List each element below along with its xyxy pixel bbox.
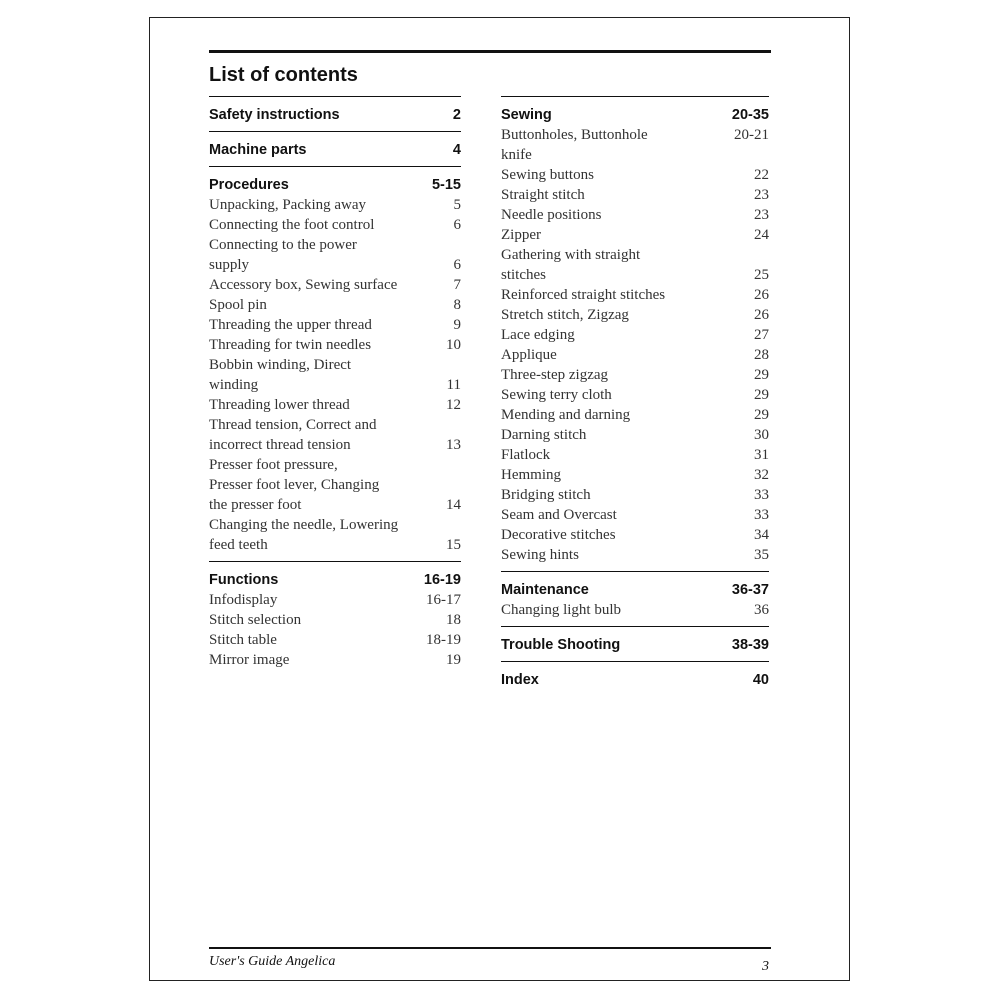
toc-entry-label — [209, 355, 359, 395]
toc-entry-line: Threading the upper thread — [209, 317, 372, 333]
section-heading-page: 20-35 — [731, 107, 769, 123]
section-heading — [209, 140, 461, 160]
toc-entry — [501, 505, 769, 525]
toc-entry — [209, 315, 461, 335]
toc-entry-page: 24 — [754, 227, 769, 243]
footer-title: User's Guide Angelica — [209, 954, 336, 969]
toc-entry-page: 9 — [453, 317, 461, 333]
toc-entry-page: 6 — [453, 217, 461, 233]
toc-entry-line: Spool pin — [209, 297, 267, 313]
toc-entry-page: 8 — [453, 297, 461, 313]
toc-entry-page: 15 — [446, 537, 461, 553]
toc-entry — [501, 165, 769, 185]
toc-entry — [501, 125, 769, 165]
toc-entry-page: 30 — [754, 427, 769, 443]
toc-entry-label — [209, 515, 406, 555]
toc-entry-line: Needle positions — [501, 207, 602, 223]
toc-entry — [501, 345, 769, 365]
section-heading-page: 5-15 — [431, 177, 461, 193]
section-heading — [501, 670, 769, 690]
toc-entry — [209, 275, 461, 295]
toc-entry-label — [501, 600, 629, 620]
toc-entry-page: 35 — [754, 547, 769, 563]
toc-entry-label — [501, 305, 637, 325]
toc-entry-page: 36 — [754, 602, 769, 618]
section-maintenance — [501, 571, 769, 620]
toc-entry-line: Gathering with straight — [501, 247, 641, 263]
toc-entry-label — [209, 335, 379, 355]
toc-entry-page: 5 — [453, 197, 461, 213]
right-column — [501, 96, 769, 696]
toc-entry-label — [209, 415, 384, 455]
toc-entry — [501, 485, 769, 505]
toc-entry-line: Stretch stitch, Zigzag — [501, 307, 629, 323]
toc-entry-page: 27 — [754, 327, 769, 343]
toc-entry-line: Bridging stitch — [501, 487, 591, 503]
toc-entry-line: Sewing hints — [501, 547, 579, 563]
toc-entry-line: Three-step zigzag — [501, 367, 609, 383]
toc-entry-label — [501, 325, 583, 345]
section-heading — [209, 105, 461, 125]
toc-entry-page: 23 — [754, 187, 769, 203]
toc-entry-line: the presser foot — [209, 497, 302, 513]
toc-entry-label — [501, 525, 624, 545]
toc-entry-label — [501, 425, 594, 445]
toc-entry — [209, 215, 461, 235]
toc-entry-label — [501, 185, 593, 205]
toc-entry-line: Bobbin winding, Direct — [209, 357, 352, 373]
toc-entry — [209, 590, 461, 610]
toc-entry-line: Threading for twin needles — [209, 337, 372, 353]
toc-entry — [501, 425, 769, 445]
toc-entry — [209, 630, 461, 650]
toc-entry-label — [209, 195, 374, 215]
toc-entry-line: Threading lower thread — [209, 397, 350, 413]
section-functions — [209, 561, 461, 670]
toc-entry-page: 22 — [754, 167, 769, 183]
toc-entry-page: 26 — [754, 287, 769, 303]
toc-entry — [501, 365, 769, 385]
toc-entry — [209, 650, 461, 670]
toc-entry — [209, 195, 461, 215]
toc-entry-page: 16-17 — [426, 592, 461, 608]
toc-entry — [501, 445, 769, 465]
toc-entry-line: supply — [209, 257, 250, 273]
toc-entry-label — [501, 445, 558, 465]
section-machine-parts — [209, 131, 461, 160]
toc-entry-label — [209, 235, 365, 275]
toc-entry-page: 29 — [754, 387, 769, 403]
toc-entry-label — [209, 315, 380, 335]
toc-entry-line: Infodisplay — [209, 592, 278, 608]
toc-entry-line: Accessory box, Sewing surface — [209, 277, 398, 293]
toc-entry-label — [209, 275, 405, 295]
toc-entry — [209, 515, 461, 555]
section-heading-label: Trouble Shooting — [501, 637, 621, 653]
toc-entry — [209, 415, 461, 455]
toc-entry-label — [501, 365, 616, 385]
toc-entry-page: 31 — [754, 447, 769, 463]
toc-entry-page: 10 — [446, 337, 461, 353]
toc-entry-page: 18-19 — [426, 632, 461, 648]
toc-entry-line: Changing light bulb — [501, 602, 621, 618]
section-heading-page: 16-19 — [423, 572, 461, 588]
toc-entry-page: 13 — [446, 437, 461, 453]
top-rule — [209, 50, 771, 53]
toc-entry — [501, 285, 769, 305]
toc-entry-line: Stitch table — [209, 632, 277, 648]
section-heading — [209, 570, 461, 590]
toc-entry-page: 25 — [754, 267, 769, 283]
section-heading — [501, 635, 769, 655]
toc-entry-label — [501, 205, 609, 225]
toc-entry-label — [209, 650, 297, 670]
page-title: List of contents — [209, 64, 358, 86]
section-heading-label: Maintenance — [501, 582, 589, 598]
toc-entry-page: 6 — [453, 257, 461, 273]
toc-entry — [501, 185, 769, 205]
toc-entry — [501, 225, 769, 245]
section-heading — [501, 580, 769, 600]
toc-entry-line: incorrect thread tension — [209, 437, 351, 453]
toc-entry — [501, 465, 769, 485]
toc-entry-label — [209, 395, 358, 415]
section-sewing — [501, 96, 769, 565]
toc-entry-line: Reinforced straight stitches — [501, 287, 666, 303]
section-heading-page: 4 — [452, 142, 461, 158]
toc-entry — [501, 405, 769, 425]
toc-entry-line: Presser foot lever, Changing — [209, 477, 380, 493]
toc-entry-page: 12 — [446, 397, 461, 413]
toc-entry-page: 29 — [754, 407, 769, 423]
section-heading-label: Procedures — [209, 177, 289, 193]
toc-entry-line: Straight stitch — [501, 187, 585, 203]
toc-entry-line: Mending and darning — [501, 407, 631, 423]
section-safety-instructions — [209, 96, 461, 125]
toc-entry-label — [501, 385, 620, 405]
toc-entry-label — [209, 610, 309, 630]
toc-entry-line: winding — [209, 377, 259, 393]
section-trouble-shooting — [501, 626, 769, 655]
toc-entry-line: Connecting to the power — [209, 237, 357, 253]
toc-entry-line: Unpacking, Packing away — [209, 197, 367, 213]
toc-entry-line: knife — [501, 147, 532, 163]
toc-entry — [209, 335, 461, 355]
toc-entry-label — [501, 345, 565, 365]
toc-entry — [501, 205, 769, 225]
toc-entry-label — [209, 455, 387, 515]
toc-entry-line: Applique — [501, 347, 557, 363]
section-heading-page: 38-39 — [731, 637, 769, 653]
toc-entry-line: stitches — [501, 267, 546, 283]
toc-entry — [501, 325, 769, 345]
toc-entry — [501, 525, 769, 545]
toc-entry-label — [209, 630, 285, 650]
toc-entry-page: 14 — [446, 497, 461, 513]
section-heading-label: Index — [501, 672, 539, 688]
bottom-rule — [209, 947, 771, 949]
section-heading — [209, 175, 461, 195]
toc-entry-label — [501, 285, 673, 305]
toc-entry-line: Changing the needle, Lowering — [209, 517, 399, 533]
toc-entry-page: 23 — [754, 207, 769, 223]
section-index — [501, 661, 769, 690]
toc-entry-page: 34 — [754, 527, 769, 543]
toc-entry-page: 18 — [446, 612, 461, 628]
toc-entry-line: Decorative stitches — [501, 527, 616, 543]
section-heading-label: Machine parts — [209, 142, 307, 158]
toc-entry-line: Presser foot pressure, — [209, 457, 338, 473]
toc-entry — [209, 610, 461, 630]
section-heading-page: 2 — [452, 107, 461, 123]
toc-entry-line: Flatlock — [501, 447, 551, 463]
section-heading-label: Functions — [209, 572, 279, 588]
section-heading-page: 40 — [752, 672, 769, 688]
toc-entry-line: Zipper — [501, 227, 541, 243]
toc-entry-label — [209, 215, 382, 235]
toc-entry-page: 28 — [754, 347, 769, 363]
toc-entry-page: 19 — [446, 652, 461, 668]
toc-entry — [501, 305, 769, 325]
toc-entry — [209, 395, 461, 415]
toc-entry-line: Connecting the foot control — [209, 217, 375, 233]
toc-entry-line: Sewing buttons — [501, 167, 594, 183]
toc-entry — [209, 235, 461, 275]
toc-entry-label — [501, 165, 602, 185]
toc-entry-label — [501, 245, 648, 285]
toc-entry-line: Seam and Overcast — [501, 507, 617, 523]
toc-entry-line: feed teeth — [209, 537, 268, 553]
section-heading — [501, 105, 769, 125]
toc-entry — [501, 245, 769, 285]
toc-entry-label — [501, 545, 587, 565]
section-heading-label: Safety instructions — [209, 107, 340, 123]
toc-entry-line: Lace edging — [501, 327, 575, 343]
footer-page-number: 3 — [762, 959, 769, 974]
toc-entry — [501, 545, 769, 565]
toc-entry-line: Mirror image — [209, 652, 290, 668]
toc-entry-page: 20-21 — [734, 127, 769, 143]
toc-entry-label — [501, 225, 549, 245]
toc-entry-page: 33 — [754, 487, 769, 503]
toc-entry-line: Hemming — [501, 467, 561, 483]
toc-entry-label — [209, 295, 275, 315]
toc-entry-label — [501, 405, 638, 425]
manual-page — [149, 17, 850, 981]
toc-entry — [209, 455, 461, 515]
section-heading-page: 36-37 — [731, 582, 769, 598]
section-heading-label: Sewing — [501, 107, 552, 123]
toc-entry-line: Darning stitch — [501, 427, 587, 443]
toc-entry-page: 32 — [754, 467, 769, 483]
toc-entry-page: 7 — [453, 277, 461, 293]
toc-entry-line: Stitch selection — [209, 612, 302, 628]
toc-entry — [209, 295, 461, 315]
toc-entry — [501, 385, 769, 405]
toc-entry-label — [501, 485, 599, 505]
toc-entry-page: 11 — [446, 377, 461, 393]
toc-entry — [501, 600, 769, 620]
toc-entry-line: Thread tension, Correct and — [209, 417, 377, 433]
toc-entry-page: 29 — [754, 367, 769, 383]
toc-entry-label — [501, 505, 625, 525]
toc-entry — [209, 355, 461, 395]
toc-entry-label — [501, 125, 656, 165]
section-procedures — [209, 166, 461, 555]
toc-entry-line: Sewing terry cloth — [501, 387, 612, 403]
toc-entry-label — [501, 465, 569, 485]
toc-entry-page: 26 — [754, 307, 769, 323]
toc-entry-page: 33 — [754, 507, 769, 523]
toc-entry-label — [209, 590, 285, 610]
left-column — [209, 96, 461, 676]
toc-entry-line: Buttonholes, Buttonhole — [501, 127, 648, 143]
